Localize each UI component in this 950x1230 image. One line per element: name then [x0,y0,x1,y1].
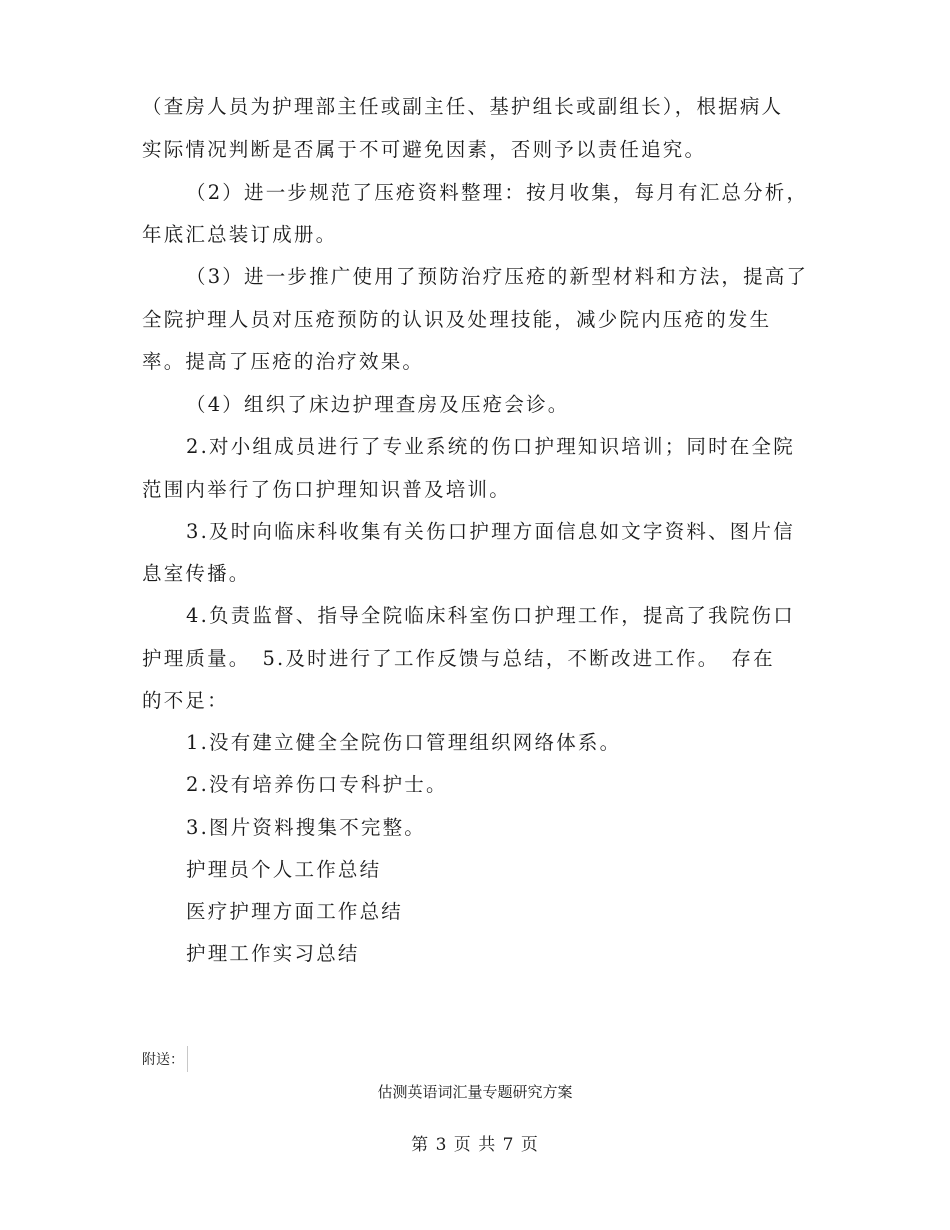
text-line: 3.及时向临床科收集有关伤口护理方面信息如文字资料、图片信 [186,520,795,543]
text-line: 3.图片资料搜集不完整。 [186,816,427,839]
related-link-text: 护理工作实习总结 [186,942,360,965]
related-link-text: 医疗护理方面工作总结 [186,900,404,923]
text-line: 2.没有培养伤口专科护士。 [186,773,448,796]
text-line: 全院护理人员对压疮预防的认识及处理技能，减少院内压疮的发生 [142,308,772,331]
text-line: 实际情况判断是否属于不可避免因素，否则予以责任追究。 [142,138,707,161]
text-line: 率。提高了压疮的治疗效果。 [142,350,425,373]
attachment-title: 估测英语词汇量专题研究方案 [377,1083,573,1101]
text-line: 的不足： [142,689,229,712]
text-line: 4.负责监督、指导全院临床科室伤口护理工作，提高了我院伤口 [186,604,795,627]
related-link-text: 护理员个人工作总结 [186,858,382,881]
text-line: 范围内举行了伤口护理知识普及培训。 [142,478,511,501]
attachment-label: 附送： [142,1052,184,1068]
text-line: 护理质量。 5.及时进行了工作反馈与总结，不断改进工作。 存在 [142,647,775,670]
text-line: 1.没有建立健全全院伤口管理组织网络体系。 [186,731,622,754]
text-line: （4）组织了床边护理查房及压疮会诊。 [186,393,570,416]
attachment-divider [187,1046,189,1072]
text-line: （3）进一步推广使用了预防治疗压疮的新型材料和方法，提高了 [186,265,809,288]
text-line: 年底汇总装订成册。 [142,223,338,246]
text-line: 息室传播。 [142,562,251,585]
text-line: （查房人员为护理部主任或副主任、基护组长或副组长），根据病人 [142,95,784,118]
page-number: 第 3 页 共 7 页 [411,1135,539,1155]
text-line: （2）进一步规范了压疮资料整理：按月收集，每月有汇总分析， [186,181,809,204]
text-line: 2.对小组成员进行了专业系统的伤口护理知识培训；同时在全院 [186,435,795,458]
